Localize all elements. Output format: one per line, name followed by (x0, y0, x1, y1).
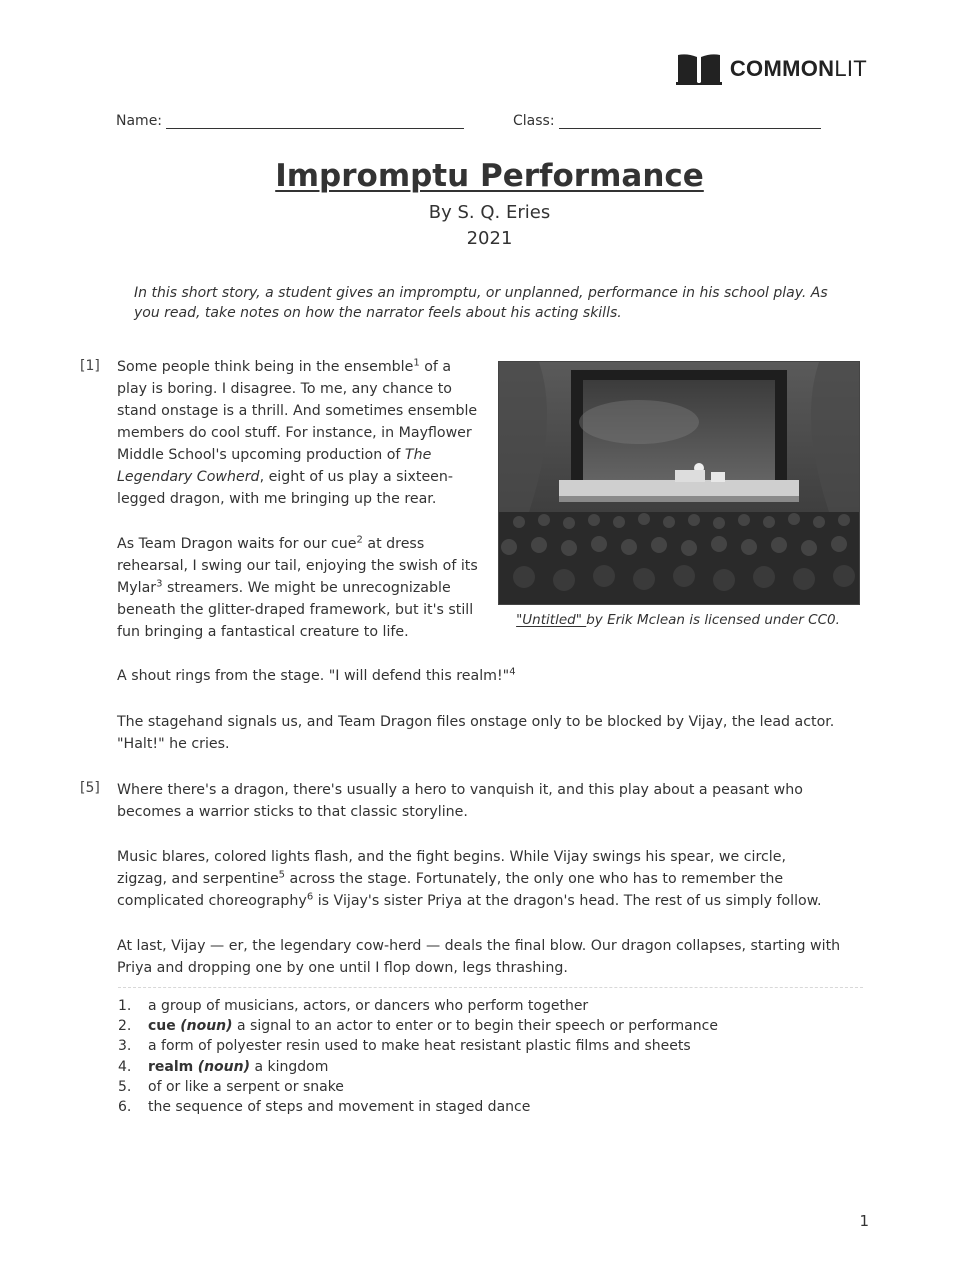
footnote-item: 2. cue (noun) a signal to an actor to enter or to begin their speech or performance (118, 1018, 718, 1035)
footnote-divider (118, 987, 863, 988)
commonlit-logo (676, 52, 867, 86)
paragraph-number: [1] (80, 358, 100, 374)
byline: By S. Q. Eries (428, 202, 551, 223)
name-field[interactable] (116, 113, 464, 129)
paragraph-4: The stagehand signals us, and Team Dragon files onstage only to be blocked by Vijay, the lead actor. "Halt!" he cries. (117, 714, 835, 752)
footnote-item: 6. the sequence of steps and movement in staged dance (118, 1098, 531, 1115)
footnote-item: 5. of or like a serpent or snake (118, 1078, 344, 1095)
name-label: Name: (116, 113, 163, 129)
intro-text: In this short story, a student gives an impromptu, or unplanned, performance in his school play. As you read, take notes on how the narrator feels about his acting skills. (134, 285, 828, 321)
footnote-item: 1. a group of musicians, actors, or dancers who perform together (118, 998, 589, 1014)
paragraph-2: As Team Dragon waits for our cue$^2$ at dress rehearsal, I swing our tail, enjoying the swish of its Mylar$^3$ streamers. We might be unrecognizable beneath the glitter-draped framework, but it's still fun bringing a fantastical creature to life. (117, 534, 478, 640)
paragraph-3: A shout rings from the stage. "I will defend this realm!"$^4$ (117, 666, 516, 684)
theater-photo (498, 361, 860, 605)
paragraph-5: Where there's a dragon, there's usually a hero to vanquish it, and this play about a peasant who becomes a warrior sticks to that classic storyline. (117, 782, 803, 820)
footnote-item: 4. realm (noun) a kingdom (118, 1058, 329, 1075)
class-field[interactable] (513, 113, 821, 129)
caption-link[interactable]: "Untitled" (516, 612, 587, 628)
theater-stage-illustration (499, 362, 859, 604)
paragraph-7: At last, Vijay — er, the legendary cow-herd — deals the final blow. Our dragon collapses, starting with Priya and dropping one by one until I flop down, legs thrashing. (117, 938, 841, 976)
image-caption: "Untitled" by Erik Mclean is licensed under CC0. (516, 612, 840, 628)
name-line[interactable] (166, 114, 464, 129)
class-line[interactable] (559, 114, 821, 129)
paragraph-1: Some people think being in the ensemble$^1$ of a play is boring. I disagree. To me, any chance to stand onstage is a thrill. And sometimes ensemble members do cool stuff. For instance, in Mayflower Middle School's upcoming production of The Legendary Cowherd, eight of us play a sixteen-legged dragon, with me bringing up the rear. (117, 357, 478, 507)
footnotes-list (118, 998, 718, 1119)
open-book-icon (676, 52, 722, 86)
page-number: 1 (859, 1212, 869, 1230)
page-title: Impromptu Performance (275, 158, 704, 194)
footnote-item: 3. a form of polyester resin used to make heat resistant plastic films and sheets (118, 1038, 691, 1055)
paragraph-number: [5] (80, 780, 100, 796)
year: 2021 (466, 228, 513, 249)
paragraph-6: Music blares, colored lights flash, and the fight begins. While Vijay swings his spear, we circle, zigzag, and serpentine$^5$ across the stage. Fortunately, the only one who has to remember the complicated choreography$^6$ is Vijay's sister Priya at the dragon's head. The rest of us simply follow. (117, 849, 822, 909)
class-label: Class: (513, 113, 555, 129)
brand-name: COMMONLIT (729, 56, 867, 81)
